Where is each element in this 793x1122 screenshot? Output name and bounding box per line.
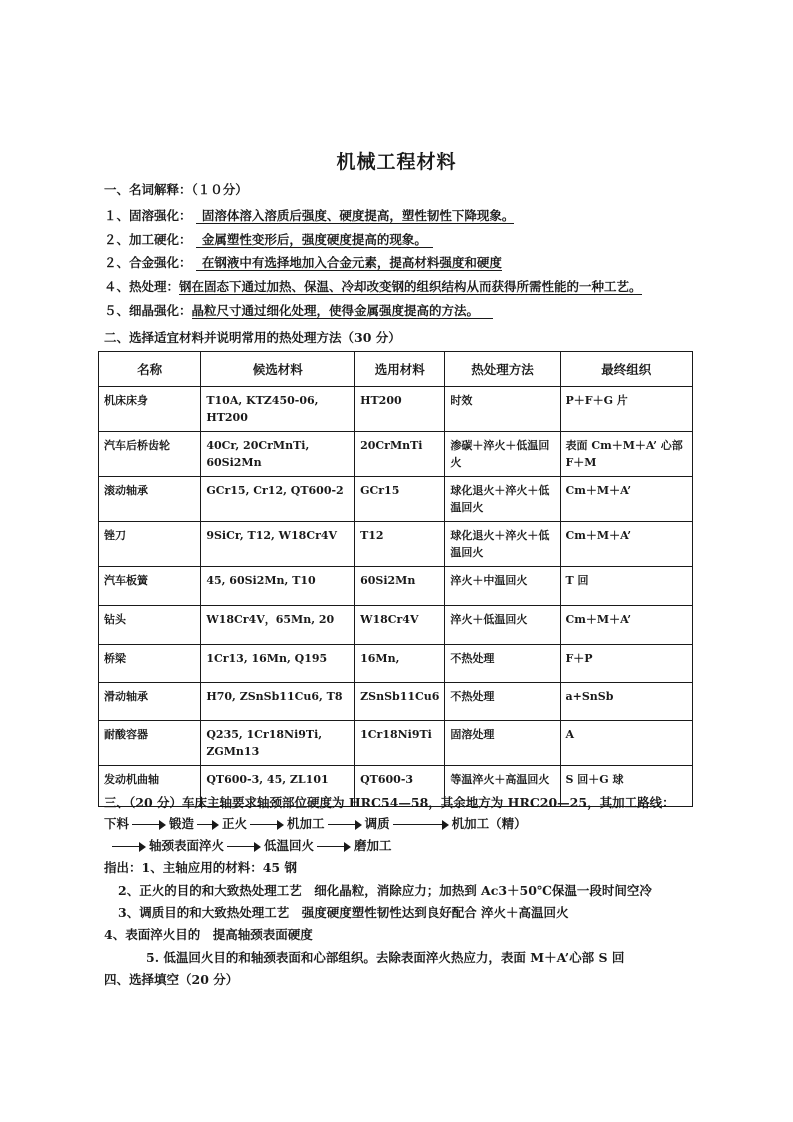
cell-candidates: QT600-3, 45, ZL101 — [201, 766, 355, 807]
cell-selected: T12 — [355, 522, 445, 567]
cell-candidates: 45, 60Si2Mn, T10 — [201, 567, 355, 606]
arrow-right-icon — [112, 842, 146, 852]
definition-text: 晶粒尺寸通过细化处理，使得金属强度提高的方法。 — [192, 303, 494, 319]
section2-heading: 二、选择适宜材料并说明常用的热处理方法（30 分） — [104, 330, 401, 345]
column-header: 名称 — [99, 352, 201, 387]
cell-heat-treatment: 固溶处理 — [445, 721, 560, 766]
cell-selected: W18Cr4V — [355, 606, 445, 645]
answer-line: 5. 低温回火目的和轴颈表面和心部组织。去除表面淬火热应力，表面 M＋A’心部 S 回 — [146, 950, 625, 965]
cell-final-structure: P＋F＋G 片 — [560, 387, 693, 432]
route-step: 机加工（精） — [451, 816, 527, 831]
cell-final-structure: Cm＋M＋A’ — [560, 606, 693, 645]
arrow-right-icon — [227, 842, 261, 852]
cell-name: 滚动轴承 — [99, 477, 201, 522]
cell-selected: 60Si2Mn — [355, 567, 445, 606]
cell-final-structure: T 回 — [560, 567, 693, 606]
cell-name: 汽车后桥齿轮 — [99, 432, 201, 477]
cell-final-structure: F＋P — [560, 645, 693, 683]
cell-candidates: 9SiCr, T12, W18Cr4V — [201, 522, 355, 567]
table-row — [99, 567, 693, 606]
cell-heat-treatment: 淬火＋中温回火 — [445, 567, 560, 606]
route-step: 调质 — [364, 816, 390, 831]
table-header-row — [99, 352, 693, 387]
cell-final-structure: S 回＋G 球 — [560, 766, 693, 807]
definition-item — [104, 301, 493, 319]
process-route-line1 — [104, 814, 527, 832]
cell-heat-treatment: 不热处理 — [445, 683, 560, 721]
definition-item — [104, 206, 514, 224]
cell-final-structure: Cm＋M＋A’ — [560, 477, 693, 522]
cell-selected: ZSnSb11Cu6 — [355, 683, 445, 721]
cell-candidates: T10A, KTZ450-06, HT200 — [201, 387, 355, 432]
column-header: 最终组织 — [560, 352, 693, 387]
cell-selected: HT200 — [355, 387, 445, 432]
arrow-right-icon — [317, 842, 351, 852]
answer-line: 2、正火的目的和大致热处理工艺 细化晶粒，消除应力；加热到 Ac3＋50℃保温一段时间空冷 — [118, 883, 652, 898]
section3-heading: 三、（20 分）车床主轴要求轴颈部位硬度为 HRC54—58，其余地方为 HRC20—25，其加工路线： — [104, 795, 675, 810]
cell-candidates: 40Cr, 20CrMnTi, 60Si2Mn — [201, 432, 355, 477]
cell-selected: GCr15 — [355, 477, 445, 522]
definition-item — [104, 277, 642, 295]
cell-candidates: W18Cr4V，65Mn, 20 — [201, 606, 355, 645]
arrow-right-icon — [197, 820, 219, 830]
cell-heat-treatment: 球化退火＋淬火＋低温回火 — [445, 522, 560, 567]
cell-name: 耐酸容器 — [99, 721, 201, 766]
route-step: 正火 — [222, 816, 248, 831]
materials-table — [98, 351, 693, 807]
cell-final-structure: a+SnSb — [560, 683, 693, 721]
answer-line: 指出：1、主轴应用的材料：45 钢 — [104, 860, 297, 875]
cell-selected: 16Mn, — [355, 645, 445, 683]
route-step: 磨加工 — [354, 838, 392, 853]
route-step: 低温回火 — [264, 838, 315, 853]
route-step: 下料 — [104, 816, 130, 831]
cell-candidates — [201, 721, 355, 766]
process-route-line2 — [112, 836, 392, 854]
route-step: 锻造 — [169, 816, 195, 831]
cell-name: 发动机曲轴 — [99, 766, 201, 807]
column-header: 选用材料 — [355, 352, 445, 387]
answer-line: 3、调质目的和大致热处理工艺 强度硬度塑性韧性达到良好配合 淬火＋高温回火 — [118, 905, 569, 920]
definition-text: 固溶体溶入溶质后强度、硬度提高，塑性韧性下降现象。 — [196, 208, 515, 224]
candidates-text: Q235, 1Cr18Ni9Ti, ZGMn13 — [206, 728, 323, 758]
cell-heat-treatment: 球化退火＋淬火＋低温回火 — [445, 477, 560, 522]
route-step: 轴颈表面淬火 — [149, 838, 225, 853]
cell-heat-treatment: 渗碳＋淬火＋低温回火 — [445, 432, 560, 477]
cell-final-structure: Cm＋M＋A’ — [560, 522, 693, 567]
cell-candidates: H70, ZSnSb11Cu6, T8 — [201, 683, 355, 721]
table-row — [99, 432, 693, 477]
cell-name: 钻头 — [99, 606, 201, 645]
definition-text: 在钢液中有选择地加入合金元素，提高材料强度和硬度 — [196, 255, 502, 271]
arrow-right-icon — [250, 820, 284, 830]
definition-term: ２、合金强化： — [104, 255, 192, 270]
definition-term: ５、细晶强化： — [104, 303, 192, 318]
table-row — [99, 477, 693, 522]
cell-name: 机床床身 — [99, 387, 201, 432]
table-row — [99, 522, 693, 567]
section1-heading: 一、名词解释：（１０分） — [104, 182, 248, 197]
definition-term: １、固溶强化： — [104, 208, 192, 223]
cell-heat-treatment: 时效 — [445, 387, 560, 432]
table-row — [99, 645, 693, 683]
document-title: 机械工程材料 — [336, 151, 457, 173]
column-header: 热处理方法 — [445, 352, 560, 387]
cell-name: 汽车板簧 — [99, 567, 201, 606]
table-row — [99, 387, 693, 432]
cell-heat-treatment: 等温淬火＋高温回火 — [445, 766, 560, 807]
cell-selected: 20CrMnTi — [355, 432, 445, 477]
table-row — [99, 606, 693, 645]
table-row — [99, 721, 693, 766]
arrow-right-icon — [132, 820, 166, 830]
cell-heat-treatment: 不热处理 — [445, 645, 560, 683]
definition-text: 钢在固态下通过加热、保温、冷却改变钢的组织结构从而获得所需性能的一种工艺。 — [179, 279, 642, 294]
answer-line: 4、表面淬火目的 提高轴颈表面硬度 — [104, 927, 313, 942]
cell-heat-treatment: 淬火＋低温回火 — [445, 606, 560, 645]
cell-name: 桥梁 — [99, 645, 201, 683]
cell-final-structure: 表面 Cm＋M＋A’ 心部 F＋M — [560, 432, 693, 477]
definition-term: ２、加工硬化： — [104, 232, 192, 247]
definition-term: ４、热处理： — [104, 279, 180, 294]
cell-name: 锉刀 — [99, 522, 201, 567]
section4-heading: 四、选择填空（20 分） — [104, 972, 239, 987]
cell-candidates: 1Cr13, 16Mn, Q195 — [201, 645, 355, 683]
table-row — [99, 683, 693, 721]
definition-item — [104, 230, 433, 248]
cell-name: 滑动轴承 — [99, 683, 201, 721]
arrow-right-icon — [393, 820, 449, 830]
arrow-right-icon — [328, 820, 362, 830]
cell-selected: QT600-3 — [355, 766, 445, 807]
cell-selected: 1Cr18Ni9Ti — [355, 721, 445, 766]
route-step: 机加工 — [287, 816, 325, 831]
cell-candidates: GCr15, Cr12, QT600-2 — [201, 477, 355, 522]
definition-text: 金属塑性变形后，强度硬度提高的现象。 — [196, 232, 433, 248]
cell-final-structure: A — [560, 721, 693, 766]
definition-item — [104, 253, 502, 271]
column-header: 候选材料 — [201, 352, 355, 387]
